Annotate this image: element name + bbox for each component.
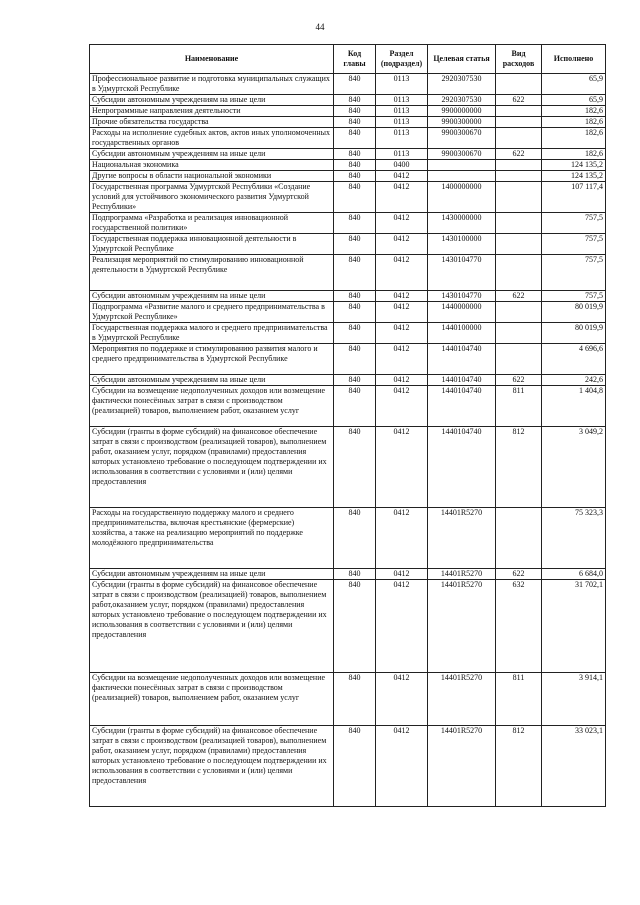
row-amount: 33 023,1: [542, 726, 606, 807]
row-exp-type: 622: [496, 95, 542, 106]
row-section: 0412: [376, 323, 428, 344]
row-name: Государственная поддержка инновационной деятельности в Удмуртской Республике: [90, 234, 334, 255]
row-exp-type: [496, 128, 542, 149]
row-amount: 1 404,8: [542, 386, 606, 427]
row-section: 0412: [376, 508, 428, 569]
row-chapter: 840: [334, 323, 376, 344]
row-chapter: 840: [334, 386, 376, 427]
row-amount: 757,5: [542, 255, 606, 291]
row-target: 1400000000: [428, 182, 496, 213]
row-name: Расходы на исполнение судебных актов, актов иных уполномоченных государственных органов: [90, 128, 334, 149]
budget-execution-table: [89, 44, 606, 807]
table-row: [90, 95, 606, 106]
row-exp-type: 811: [496, 386, 542, 427]
table-row: [90, 344, 606, 375]
table-row: [90, 74, 606, 95]
row-target: 2920307530: [428, 95, 496, 106]
row-target: 14401R5270: [428, 580, 496, 673]
row-chapter: 840: [334, 182, 376, 213]
table-row: [90, 160, 606, 171]
row-amount: 80 019,9: [542, 323, 606, 344]
row-target: 9900300000: [428, 117, 496, 128]
row-target: 14401R5270: [428, 673, 496, 726]
row-amount: 182,6: [542, 149, 606, 160]
header-exp-type: Вид расходов: [496, 45, 542, 74]
row-amount: 3 914,1: [542, 673, 606, 726]
row-exp-type: [496, 255, 542, 291]
row-section: 0113: [376, 149, 428, 160]
row-name: Непрограммные направления деятельности: [90, 106, 334, 117]
row-section: 0412: [376, 726, 428, 807]
row-chapter: 840: [334, 291, 376, 302]
table-row: [90, 291, 606, 302]
table-row: [90, 117, 606, 128]
row-exp-type: [496, 74, 542, 95]
row-amount: 757,5: [542, 213, 606, 234]
row-chapter: 840: [334, 128, 376, 149]
row-name: Подпрограмма «Развитие малого и среднего предпринимательства в Удмуртской Республике»: [90, 302, 334, 323]
row-exp-type: [496, 344, 542, 375]
row-amount: 124 135,2: [542, 160, 606, 171]
row-amount: 242,6: [542, 375, 606, 386]
row-target: 1440104740: [428, 375, 496, 386]
row-section: 0412: [376, 291, 428, 302]
table-row: [90, 255, 606, 291]
row-name: Субсидии автономным учреждениям на иные цели: [90, 291, 334, 302]
row-chapter: 840: [334, 213, 376, 234]
row-chapter: 840: [334, 117, 376, 128]
row-chapter: 840: [334, 95, 376, 106]
row-section: 0113: [376, 106, 428, 117]
row-exp-type: [496, 160, 542, 171]
row-target: [428, 171, 496, 182]
row-amount: 6 684,0: [542, 569, 606, 580]
row-name: Субсидии на возмещение недополученных доходов или возмещение фактически понесённых затрат в связи с производством (реализацией) товаров, выполнением работ, оказанием услуг: [90, 673, 334, 726]
row-name: Реализация мероприятий по стимулированию инновационной деятельности в Удмуртской Республике: [90, 255, 334, 291]
row-chapter: 840: [334, 427, 376, 508]
row-section: 0412: [376, 386, 428, 427]
row-exp-type: [496, 171, 542, 182]
row-chapter: 840: [334, 375, 376, 386]
row-exp-type: [496, 234, 542, 255]
row-target: 2920307530: [428, 74, 496, 95]
row-amount: 80 019,9: [542, 302, 606, 323]
row-exp-type: [496, 182, 542, 213]
row-chapter: 840: [334, 302, 376, 323]
table-row: [90, 580, 606, 673]
row-amount: 182,6: [542, 106, 606, 117]
row-target: 1430000000: [428, 213, 496, 234]
table-row: [90, 302, 606, 323]
row-target: 1440100000: [428, 323, 496, 344]
row-exp-type: 812: [496, 726, 542, 807]
row-target: 9900300670: [428, 149, 496, 160]
row-target: 1440104740: [428, 386, 496, 427]
row-section: 0412: [376, 213, 428, 234]
row-chapter: 840: [334, 171, 376, 182]
row-section: 0400: [376, 160, 428, 171]
row-chapter: 840: [334, 160, 376, 171]
row-target: 1430104770: [428, 255, 496, 291]
row-amount: 65,9: [542, 74, 606, 95]
row-exp-type: [496, 106, 542, 117]
row-target: 9900000000: [428, 106, 496, 117]
row-exp-type: 812: [496, 427, 542, 508]
row-name: Субсидии автономным учреждениям на иные цели: [90, 95, 334, 106]
table-row: [90, 149, 606, 160]
table-row: [90, 427, 606, 508]
row-name: Подпрограмма «Разработка и реализация инновационной государственной политики»: [90, 213, 334, 234]
row-chapter: 840: [334, 508, 376, 569]
row-section: 0412: [376, 302, 428, 323]
row-section: 0412: [376, 171, 428, 182]
row-target: 14401R5270: [428, 508, 496, 569]
row-section: 0113: [376, 117, 428, 128]
table-row: [90, 171, 606, 182]
row-target: 1430104770: [428, 291, 496, 302]
row-exp-type: [496, 117, 542, 128]
row-name: Расходы на государственную поддержку малого и среднего предпринимательства, включая крестьянские (фермерские) хозяйства, а также на реализацию мероприятий по поддержке молодёжного предпринимательства: [90, 508, 334, 569]
row-name: Субсидии на возмещение недополученных доходов или возмещение фактически понесённых затрат в связи с производством (реализацией) товаров, выполнением работ, оказанием услуг: [90, 386, 334, 427]
row-section: 0412: [376, 344, 428, 375]
row-exp-type: 622: [496, 149, 542, 160]
row-amount: 75 323,3: [542, 508, 606, 569]
row-chapter: 840: [334, 569, 376, 580]
row-section: 0412: [376, 580, 428, 673]
row-section: 0412: [376, 427, 428, 508]
row-target: [428, 160, 496, 171]
row-chapter: 840: [334, 673, 376, 726]
row-chapter: 840: [334, 149, 376, 160]
row-section: 0412: [376, 255, 428, 291]
table-row: [90, 106, 606, 117]
row-target: 1440104740: [428, 427, 496, 508]
row-amount: 65,9: [542, 95, 606, 106]
row-amount: 182,6: [542, 117, 606, 128]
header-chapter: Код главы: [334, 45, 376, 74]
row-exp-type: 632: [496, 580, 542, 673]
row-chapter: 840: [334, 234, 376, 255]
row-section: 0113: [376, 74, 428, 95]
row-section: 0412: [376, 569, 428, 580]
row-chapter: 840: [334, 580, 376, 673]
row-target: 9900300670: [428, 128, 496, 149]
row-chapter: 840: [334, 344, 376, 375]
row-chapter: 840: [334, 255, 376, 291]
row-name: Государственная поддержка малого и среднего предпринимательства в Удмуртской Республике: [90, 323, 334, 344]
table-row: [90, 375, 606, 386]
table-row: [90, 569, 606, 580]
row-exp-type: 622: [496, 569, 542, 580]
row-amount: 31 702,1: [542, 580, 606, 673]
row-target: 1430100000: [428, 234, 496, 255]
row-target: 1440104740: [428, 344, 496, 375]
row-section: 0412: [376, 375, 428, 386]
table-row: [90, 508, 606, 569]
row-name: Мероприятия по поддержке и стимулированию развития малого и среднего предпринимательства в Удмуртской Республике: [90, 344, 334, 375]
table-row: [90, 234, 606, 255]
row-name: Другие вопросы в области национальной экономики: [90, 171, 334, 182]
table-row: [90, 726, 606, 807]
row-exp-type: [496, 213, 542, 234]
row-exp-type: 811: [496, 673, 542, 726]
row-name: Субсидии автономным учреждениям на иные цели: [90, 569, 334, 580]
table-row: [90, 213, 606, 234]
row-name: Субсидии (гранты в форме субсидий) на финансовое обеспечение затрат в связи с производством (реализацией товаров), выполнением работ, оказанием услуг, порядком (правилами) предоставления которых установлено требование о последующем подтверждении их использования в соответствии с условиями и (или) целями предоставления: [90, 726, 334, 807]
row-amount: 3 049,2: [542, 427, 606, 508]
row-name: Государственная программа Удмуртской Республики «Создание условий для устойчивого экономического развития Удмуртской Республики»: [90, 182, 334, 213]
row-section: 0412: [376, 182, 428, 213]
row-section: 0412: [376, 673, 428, 726]
row-name: Субсидии автономным учреждениям на иные цели: [90, 375, 334, 386]
table-row: [90, 386, 606, 427]
row-exp-type: [496, 302, 542, 323]
header-amount: Исполнено: [542, 45, 606, 74]
row-exp-type: 622: [496, 375, 542, 386]
table-row: [90, 128, 606, 149]
row-section: 0113: [376, 95, 428, 106]
row-chapter: 840: [334, 106, 376, 117]
row-name: Субсидии (гранты в форме субсидий) на финансовое обеспечение затрат в связи с производством (реализацией) товаров, выполнением работ,оказанием услуг, порядком (правилами) предоставления которых установлено требование о последующем подтверждении их использования в соответствии с условиями и (или) целями предоставления: [90, 580, 334, 673]
row-name: Субсидии (гранты в форме субсидий) на финансовое обеспечение затрат в связи с производством (реализацией товаров), выполнением работ, оказанием услуг, порядком (правилами) предоставления которых установлено требование о последующем подтверждении их использования в соответствии с условиями и (или) целями предоставления: [90, 427, 334, 508]
row-amount: 4 696,6: [542, 344, 606, 375]
row-exp-type: [496, 508, 542, 569]
page-number: 44: [315, 22, 325, 32]
header-name: Наименование: [90, 45, 334, 74]
table-row: [90, 673, 606, 726]
row-amount: 124 135,2: [542, 171, 606, 182]
row-target: 14401R5270: [428, 569, 496, 580]
row-name: Профессиональное развитие и подготовка муниципальных служащих в Удмуртской Республике: [90, 74, 334, 95]
row-name: Субсидии автономным учреждениям на иные цели: [90, 149, 334, 160]
row-target: 1440000000: [428, 302, 496, 323]
header-target: Целевая статья: [428, 45, 496, 74]
row-amount: 757,5: [542, 234, 606, 255]
row-amount: 757,5: [542, 291, 606, 302]
row-amount: 107 117,4: [542, 182, 606, 213]
row-name: Прочие обязательства государства: [90, 117, 334, 128]
row-exp-type: 622: [496, 291, 542, 302]
table-row: [90, 182, 606, 213]
row-exp-type: [496, 323, 542, 344]
row-chapter: 840: [334, 726, 376, 807]
row-section: 0412: [376, 234, 428, 255]
row-amount: 182,6: [542, 128, 606, 149]
table-header-row: [90, 45, 606, 74]
table-row: [90, 323, 606, 344]
header-section: Раздел (подраздел): [376, 45, 428, 74]
row-chapter: 840: [334, 74, 376, 95]
row-section: 0113: [376, 128, 428, 149]
row-name: Национальная экономика: [90, 160, 334, 171]
row-target: 14401R5270: [428, 726, 496, 807]
